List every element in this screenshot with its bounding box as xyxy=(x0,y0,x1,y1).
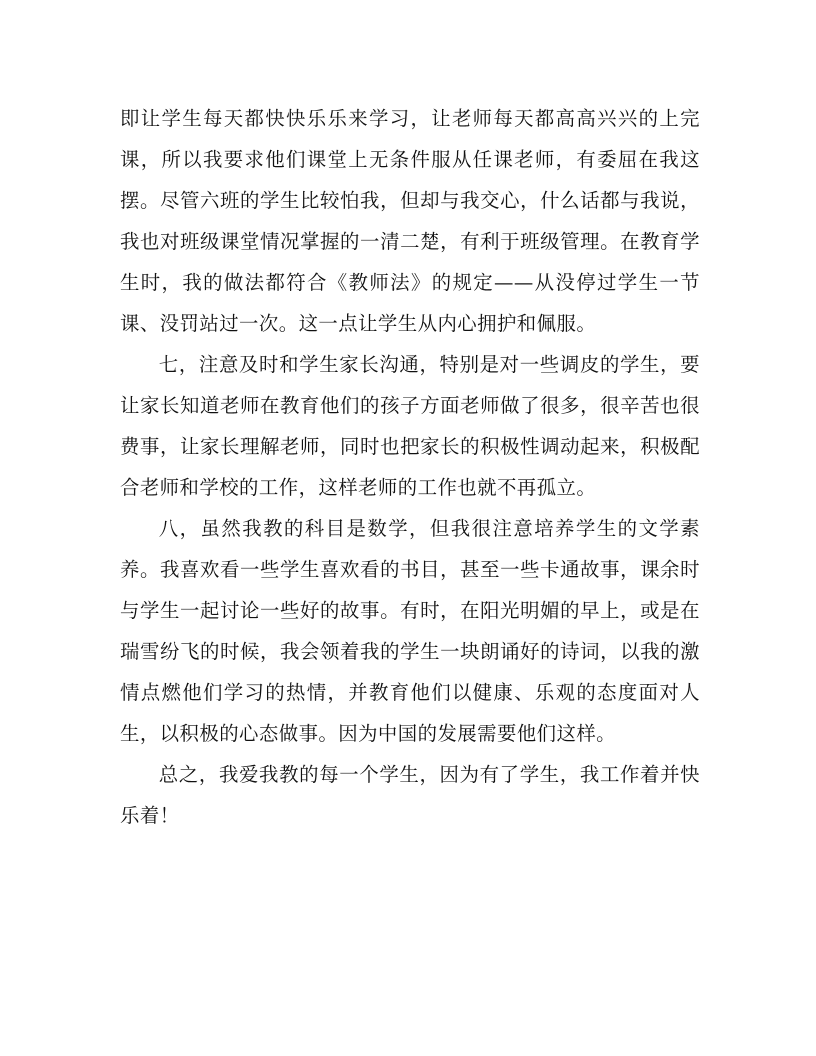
paragraph-continuation: 即让学生每天都快快乐乐来学习，让老师每天都高高兴兴的上完课，所以我要求他们课堂上无条件服从任课老师，有委屈在我这摆。尽管六班的学生比较怕我，但却与我交心，什么话都与我说，我也对班级课堂情况掌握的一清二楚，有利于班级管理。在教育学生时，我的做法都符合《教师法》的规定——从没停过学生一节课、没罚站过一次。这一点让学生从内心拥护和佩服。 xyxy=(120,107,700,335)
paragraph-seven: 七，注意及时和学生家长沟通，特别是对一些调皮的学生，要让家长知道老师在教育他们的孩子方面老师做了很多，很辛苦也很费事，让家长理解老师，同时也把家长的积极性调动起来，积极配合老师和学校的工作，这样老师的工作也就不再孤立。 xyxy=(120,353,700,499)
document-body xyxy=(120,98,700,836)
paragraph-conclusion: 总之，我爱我教的每一个学生，因为有了学生，我工作着并快乐着！ xyxy=(120,763,700,827)
paragraph-eight: 八，虽然我教的科目是数学，但我很注意培养学生的文学素养。我喜欢看一些学生喜欢看的书目，甚至一些卡通故事，课余时与学生一起讨论一些好的故事。有时，在阳光明媚的早上，或是在瑞雪纷飞的时候，我会领着我的学生一块朗诵好的诗词，以我的激情点燃他们学习的热情，并教育他们以健康、乐观的态度面对人生，以积极的心态做事。因为中国的发展需要他们这样。 xyxy=(120,517,700,745)
